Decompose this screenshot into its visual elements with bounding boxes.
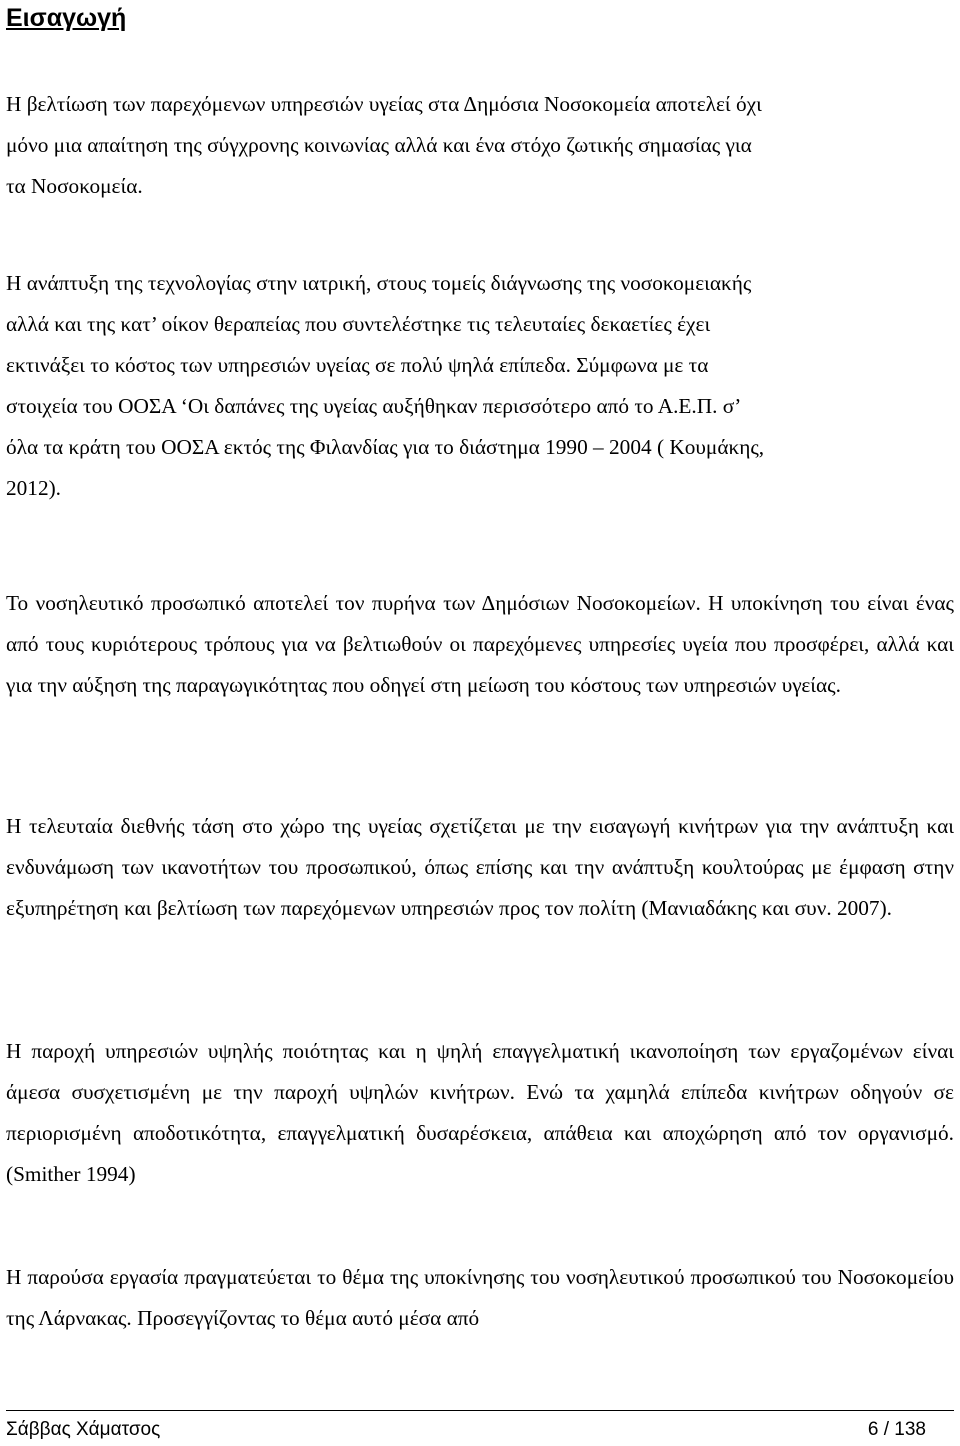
paragraph-6: Η παρούσα εργασία πραγματεύεται το θέμα της υποκίνησης του νοσηλευτικού προσωπικού του Νοσοκομείου της Λάρνακας. Προσεγγίζοντας το θέμα αυτό μέσα από — [6, 1265, 954, 1330]
paragraph-2: Η ανάπτυξη της τεχνολογίας στην ιατρική, στους τομείς διάγνωσης της νοσοκομειακής αλλά και της κατ’ οίκον θεραπείας που συντελέστηκε τις τελευταίες δεκαετίες έχει εκτινάξει το κόστος των υπηρεσιών υγείας σε πολύ ψηλά επίπεδα. Σύμφωνα με τα στοιχεία του ΟΟΣΑ ‘Οι δαπάνες της υγείας αυξήθηκαν περισσότερο από το Α.Ε.Π. σ’ όλα τα κράτη του ΟΟΣΑ εκτός της Φιλανδίας για το διάστημα 1990 – 2004 ( Κουμάκης, 2012). — [6, 271, 765, 500]
paragraph-4: Η τελευταία διεθνής τάση στο χώρο της υγείας σχετίζεται με την εισαγωγή κινήτρων για την ανάπτυξη και ενδυνάμωση των ικανοτήτων του προσωπικού, όπως επίσης και την ανάπτυξη κουλτούρας με έμφαση στην εξυπηρέτηση και βελτίωση των παρεχόμενων υπηρεσιών προς τον πολίτη (Μανιαδάκης και συν. 2007). — [6, 814, 954, 920]
footer-author: Σάββας Χάματσος — [6, 1419, 161, 1440]
paragraph-1: Η βελτίωση των παρεχόμενων υπηρεσιών υγείας στα Δημόσια Νοσοκομεία αποτελεί όχι μόνο μια απαίτηση της σύγχρονης κοινωνίας αλλά και ένα στόχο ζωτικής σημασίας για τα Νοσοκομεία. — [6, 92, 762, 198]
footer-divider — [6, 1410, 954, 1411]
footer-page-number: 6 / 138 — [867, 1419, 926, 1440]
section-heading: Εισαγωγή — [6, 4, 127, 32]
paragraph-3: Το νοσηλευτικό προσωπικό αποτελεί τον πυρήνα των Δημόσιων Νοσοκομείων. Η υποκίνηση του είναι ένας από τους κυριότερους τρόπους για να βελτιωθούν οι παρεχόμενες υπηρεσίες υγεία που προσφέρει, αλλά και για την αύξηση της παραγωγικότητας που οδηγεί στη μείωση του κόστους των υπηρεσιών υγείας. — [6, 591, 954, 697]
paragraph-5: Η παροχή υπηρεσιών υψηλής ποιότητας και η ψηλή επαγγελματική ικανοποίηση των εργαζομένων είναι άμεσα συσχετισμένη με την παροχή υψηλών κινήτρων. Ενώ τα χαμηλά επίπεδα κινήτρων οδηγούν σε περιορισμένη αποδοτικότητα, επαγγελματική δυσαρέσκεια, απάθεια και αποχώρηση από τον οργανισμό. (Smither 1994) — [6, 1039, 954, 1186]
